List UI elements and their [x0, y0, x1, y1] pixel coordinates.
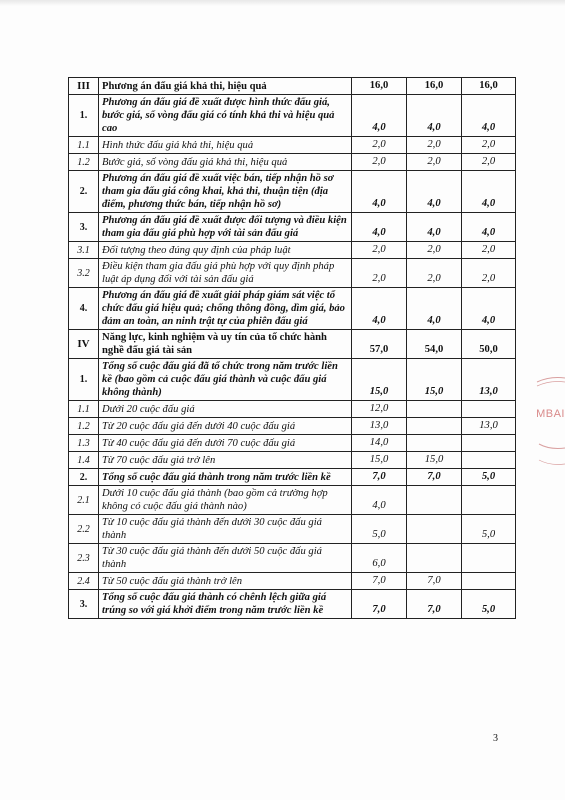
score-col-2: 4,0 [407, 288, 462, 330]
score-col-1: 6,0 [352, 544, 407, 573]
score-col-2: 4,0 [407, 171, 462, 213]
row-description: Dưới 10 cuộc đấu giá thành (bao gồm cả trường hợp không có cuộc đấu giá thành nào) [99, 486, 352, 515]
row-index: 2.2 [69, 515, 99, 544]
score-col-2: 15,0 [407, 452, 462, 469]
score-col-3: 4,0 [462, 288, 516, 330]
table-row [69, 435, 516, 452]
table-row [69, 171, 516, 213]
score-col-2: 16,0 [407, 78, 462, 95]
score-col-1: 2,0 [352, 137, 407, 154]
score-col-2: 54,0 [407, 330, 462, 359]
row-description: Phương án đấu giá đề xuất được hình thức đấu giá, bước giá, số vòng đấu giá có tính khả thi và hiệu quả cao [99, 95, 352, 137]
row-index: 1. [69, 359, 99, 401]
score-col-3: 4,0 [462, 213, 516, 242]
score-col-3 [462, 486, 516, 515]
row-description: Hình thức đấu giá khả thi, hiệu quả [99, 137, 352, 154]
row-index: 3.2 [69, 259, 99, 288]
score-col-2: 2,0 [407, 242, 462, 259]
score-col-3: 4,0 [462, 95, 516, 137]
score-col-2 [407, 544, 462, 573]
score-col-2: 15,0 [407, 359, 462, 401]
table-row [69, 95, 516, 137]
row-description: Tổng số cuộc đấu giá đã tổ chức trong năm trước liền kề (bao gồm cả cuộc đấu giá thành và cuộc đấu giá không thành) [99, 359, 352, 401]
score-col-3: 13,0 [462, 359, 516, 401]
score-col-3: 2,0 [462, 137, 516, 154]
row-description: Dưới 20 cuộc đấu giá [99, 401, 352, 418]
row-description: Phương án đấu giá khả thi, hiệu quả [99, 78, 352, 95]
score-col-3: 50,0 [462, 330, 516, 359]
score-col-1: 4,0 [352, 288, 407, 330]
score-col-3 [462, 573, 516, 590]
score-col-2: 7,0 [407, 469, 462, 486]
row-description: Tổng số cuộc đấu giá thành trong năm trước liền kề [99, 469, 352, 486]
score-col-3: 5,0 [462, 590, 516, 619]
score-col-1: 57,0 [352, 330, 407, 359]
score-col-2 [407, 435, 462, 452]
table-row [69, 78, 516, 95]
table-row [69, 515, 516, 544]
score-col-1: 7,0 [352, 469, 407, 486]
table-row [69, 154, 516, 171]
score-col-2: 2,0 [407, 154, 462, 171]
score-col-3 [462, 401, 516, 418]
row-index: 1.1 [69, 401, 99, 418]
row-index: 1. [69, 95, 99, 137]
score-col-1: 4,0 [352, 486, 407, 515]
row-description: Tổng số cuộc đấu giá thành có chênh lệch giữa giá trúng so với giá khởi điểm trong năm trước liền kề [99, 590, 352, 619]
score-col-2: 2,0 [407, 137, 462, 154]
row-index: 2. [69, 469, 99, 486]
table-row [69, 469, 516, 486]
row-index: 2.1 [69, 486, 99, 515]
table-row [69, 259, 516, 288]
score-col-1: 13,0 [352, 418, 407, 435]
score-col-2: 4,0 [407, 95, 462, 137]
row-description: Từ 20 cuộc đấu giá đến dưới 40 cuộc đấu giá [99, 418, 352, 435]
scoring-table-body [69, 78, 516, 619]
row-index: IV [69, 330, 99, 359]
score-col-1: 4,0 [352, 213, 407, 242]
score-col-2 [407, 418, 462, 435]
score-col-2 [407, 486, 462, 515]
table-row [69, 401, 516, 418]
score-col-3: 2,0 [462, 242, 516, 259]
score-col-3 [462, 435, 516, 452]
row-index: 4. [69, 288, 99, 330]
row-index: 1.3 [69, 435, 99, 452]
score-col-3: 4,0 [462, 171, 516, 213]
row-index: 2.3 [69, 544, 99, 573]
score-col-1: 2,0 [352, 259, 407, 288]
table-row [69, 486, 516, 515]
row-description: Phương án đấu giá đề xuất được đối tượng và điều kiện tham gia đấu giá phù hợp với tài sản đấu giá [99, 213, 352, 242]
row-description: Từ 70 cuộc đấu giá trở lên [99, 452, 352, 469]
row-index: III [69, 78, 99, 95]
score-col-3: 5,0 [462, 469, 516, 486]
score-col-1: 2,0 [352, 154, 407, 171]
score-col-3: 2,0 [462, 154, 516, 171]
row-index: 2. [69, 171, 99, 213]
stamp-text: MBAI [536, 408, 565, 420]
score-col-3: 16,0 [462, 78, 516, 95]
score-col-3 [462, 452, 516, 469]
row-index: 3. [69, 213, 99, 242]
row-description: Từ 10 cuộc đấu giá thành đến dưới 30 cuộc đấu giá thành [99, 515, 352, 544]
row-description: Điều kiện tham gia đấu giá phù hợp với quy định pháp luật áp dụng đối với tài sản đấu giá [99, 259, 352, 288]
score-col-1: 12,0 [352, 401, 407, 418]
score-col-3: 13,0 [462, 418, 516, 435]
score-col-2: 4,0 [407, 213, 462, 242]
score-col-2 [407, 515, 462, 544]
stamp-mark [535, 372, 565, 472]
row-index: 2.4 [69, 573, 99, 590]
row-description: Đối tượng theo đúng quy định của pháp luật [99, 242, 352, 259]
score-col-2: 7,0 [407, 573, 462, 590]
score-col-1: 2,0 [352, 242, 407, 259]
scoring-table [68, 77, 516, 619]
table-row [69, 330, 516, 359]
table-row [69, 544, 516, 573]
score-col-2 [407, 401, 462, 418]
row-index: 1.4 [69, 452, 99, 469]
score-col-3: 2,0 [462, 259, 516, 288]
row-index: 3.1 [69, 242, 99, 259]
table-row [69, 418, 516, 435]
score-col-1: 4,0 [352, 171, 407, 213]
score-col-1: 16,0 [352, 78, 407, 95]
score-col-3 [462, 544, 516, 573]
score-col-2: 2,0 [407, 259, 462, 288]
score-col-1: 15,0 [352, 452, 407, 469]
scan-edge [0, 0, 565, 6]
row-description: Bước giá, số vòng đấu giá khả thi, hiệu quả [99, 154, 352, 171]
row-description: Từ 40 cuộc đấu giá đến dưới 70 cuộc đấu giá [99, 435, 352, 452]
row-description: Từ 30 cuộc đấu giá thành đến dưới 50 cuộc đấu giá thành [99, 544, 352, 573]
score-col-1: 15,0 [352, 359, 407, 401]
table-row [69, 590, 516, 619]
table-row [69, 359, 516, 401]
score-col-1: 7,0 [352, 573, 407, 590]
row-description: Năng lực, kinh nghiệm và uy tín của tổ chức hành nghề đấu giá tài sản [99, 330, 352, 359]
row-index: 1.2 [69, 418, 99, 435]
page-number: 3 [493, 733, 498, 744]
score-col-1: 4,0 [352, 95, 407, 137]
table-row [69, 573, 516, 590]
row-index: 1.2 [69, 154, 99, 171]
row-description: Phương án đấu giá đề xuất việc bán, tiếp nhận hồ sơ tham gia đấu giá công khai, khả thi, thuận tiện (địa điểm, phương thức bán, tiếp nhận hồ sơ) [99, 171, 352, 213]
score-col-3: 5,0 [462, 515, 516, 544]
table-row [69, 242, 516, 259]
score-col-1: 14,0 [352, 435, 407, 452]
table-row [69, 213, 516, 242]
row-description: Phương án đấu giá đề xuất giải pháp giám sát việc tổ chức đấu giá hiệu quả; chống thông đồng, dìm giá, bảo đảm an toàn, an ninh trật tự của phiên đấu giá [99, 288, 352, 330]
table-row [69, 288, 516, 330]
table-row [69, 452, 516, 469]
row-description: Từ 50 cuộc đấu giá thành trở lên [99, 573, 352, 590]
row-index: 1.1 [69, 137, 99, 154]
score-col-1: 5,0 [352, 515, 407, 544]
table-row [69, 137, 516, 154]
score-col-1: 7,0 [352, 590, 407, 619]
row-index: 3. [69, 590, 99, 619]
score-col-2: 7,0 [407, 590, 462, 619]
